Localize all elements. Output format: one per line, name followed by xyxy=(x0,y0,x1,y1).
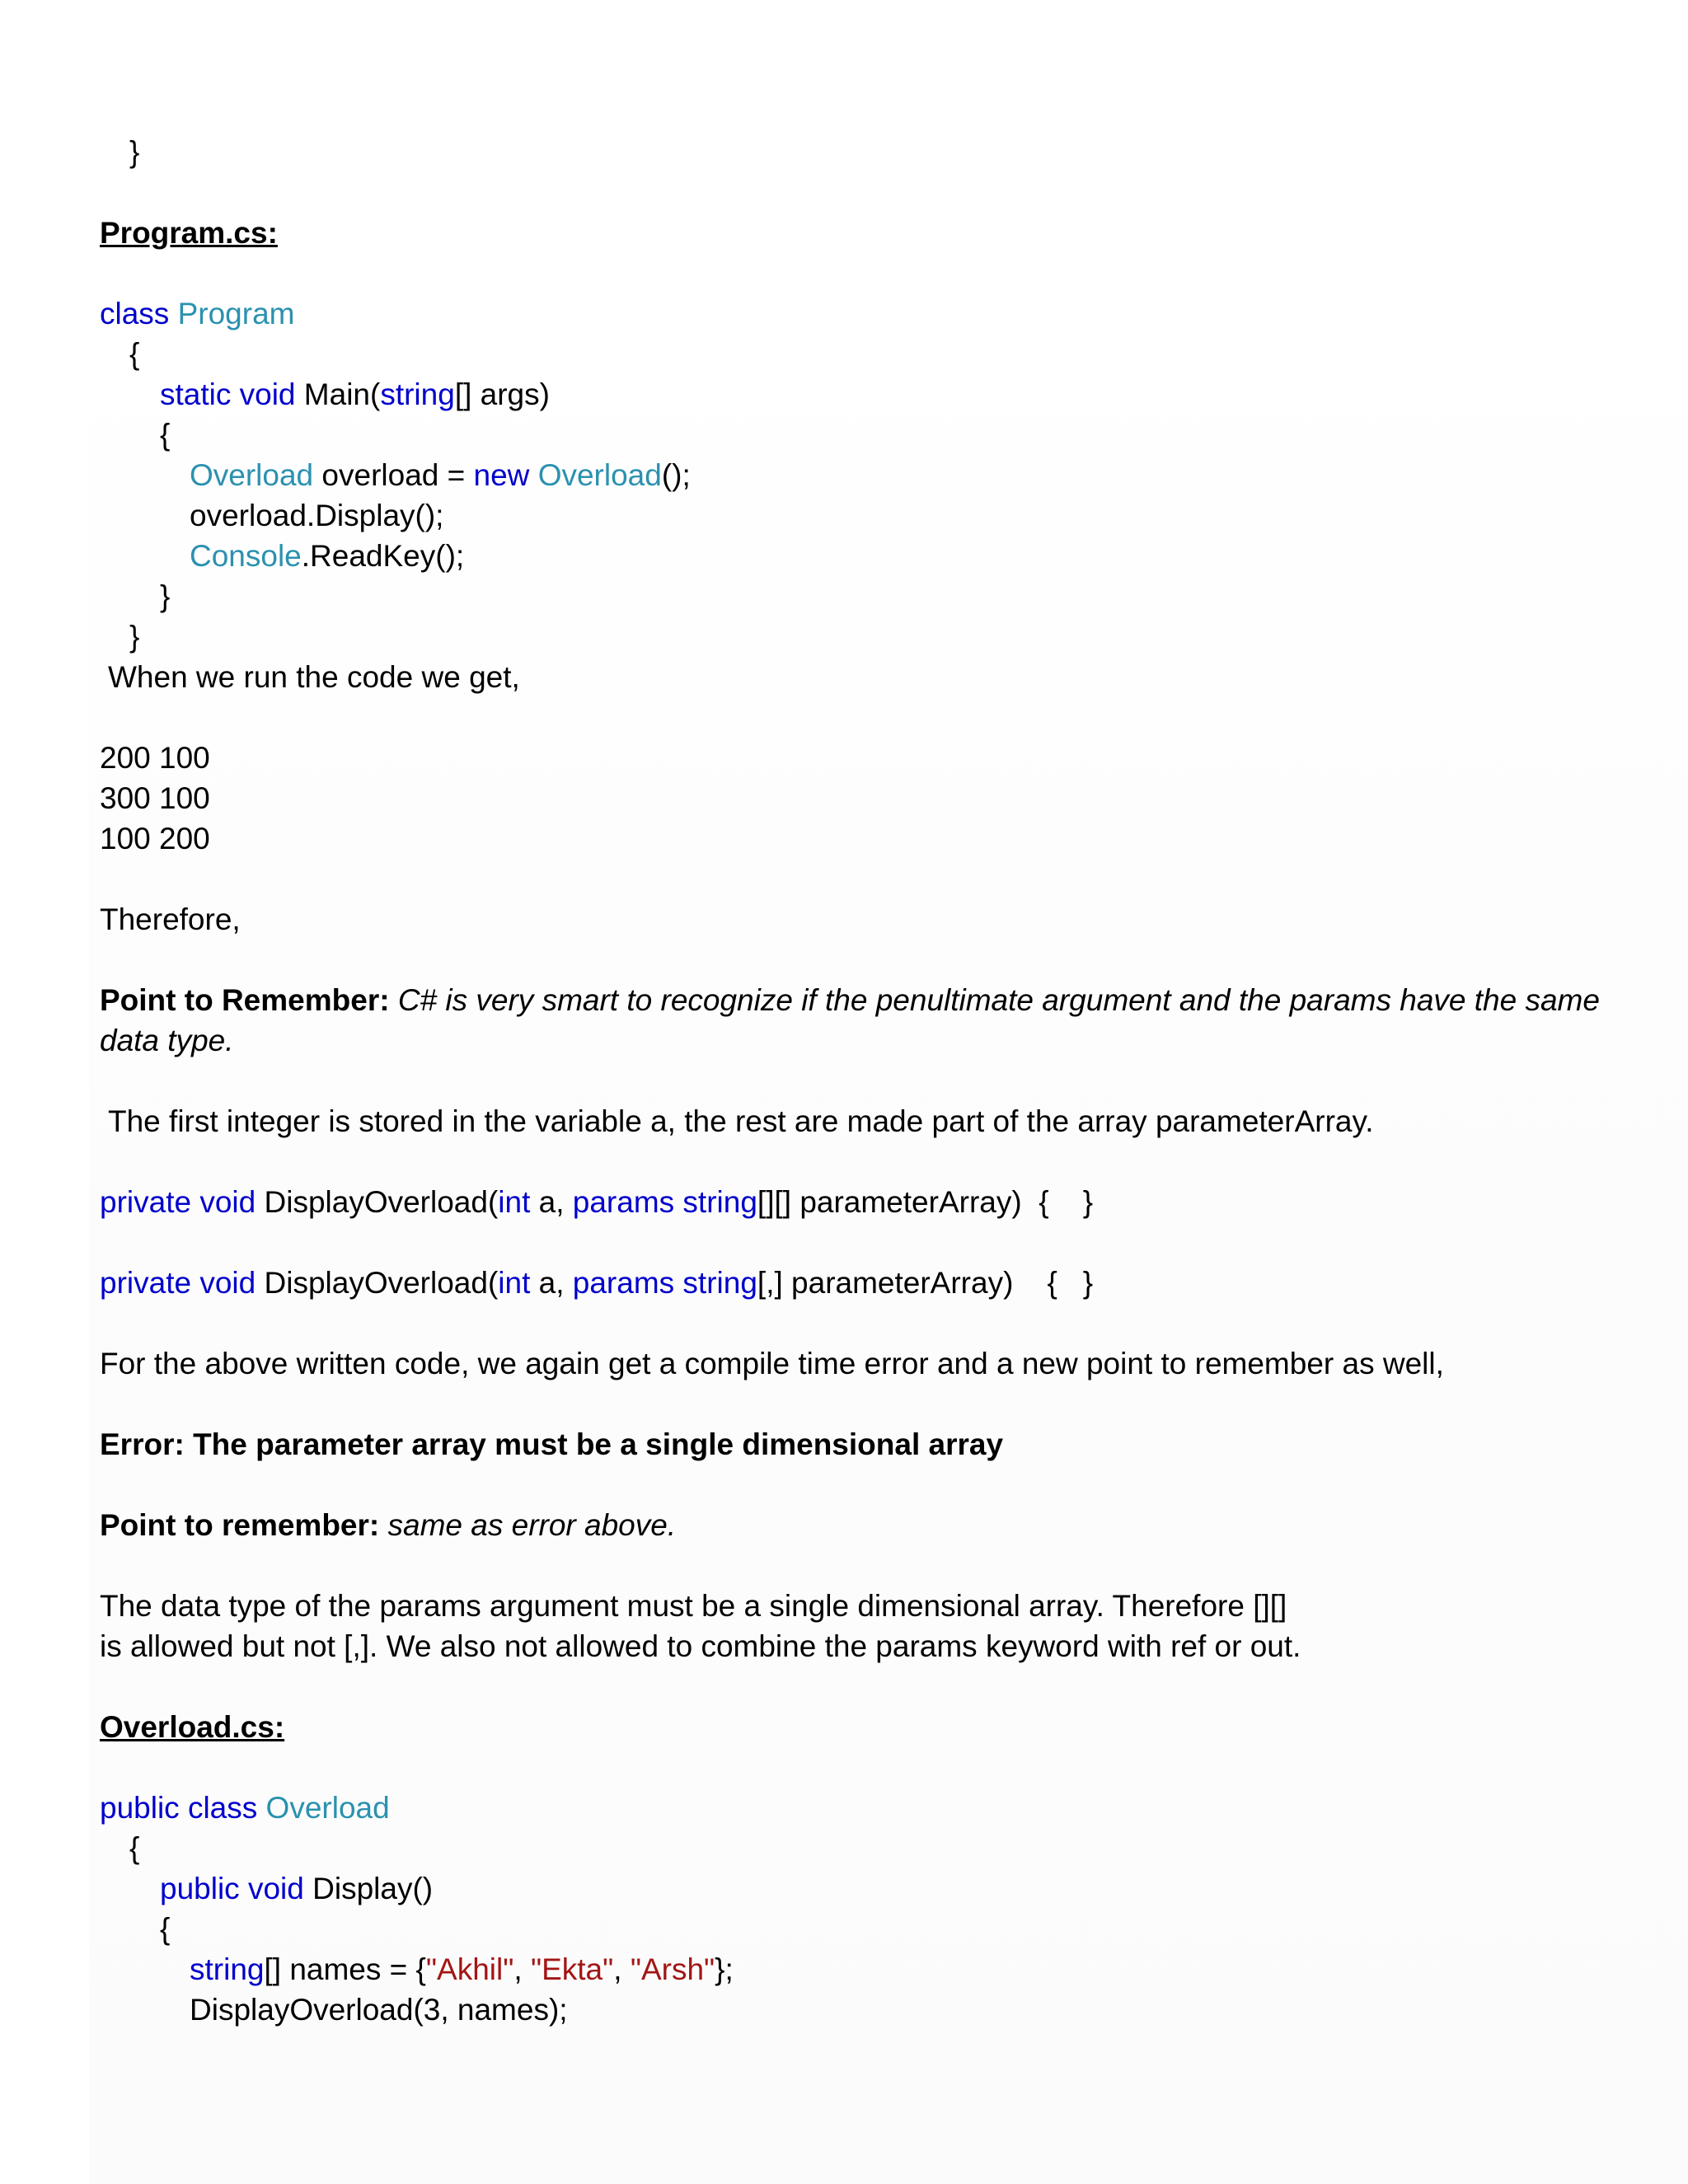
code-line: Console.ReadKey(); xyxy=(190,539,465,573)
code-line xyxy=(100,293,1608,334)
code-keyword: public class xyxy=(100,1791,258,1825)
document-content xyxy=(100,132,1608,2030)
code-keyword: private void xyxy=(100,1266,256,1300)
code-line: string[] names = {"Akhil", "Ekta", "Arsh"}; xyxy=(190,1952,734,1986)
code-string: "Akhil" xyxy=(425,1952,514,1986)
program-cs-heading: Program.cs: xyxy=(100,216,278,250)
point-to-remember-2 xyxy=(100,1505,1608,1545)
point-text: same as error above. xyxy=(387,1508,677,1542)
code-line: overload.Display(); xyxy=(190,499,444,532)
code-line: static void Main(string[] args) xyxy=(160,377,550,411)
code-string: "Ekta" xyxy=(530,1952,614,1986)
code-line: public void Display() xyxy=(160,1872,434,1905)
first-integer-text: The first integer is stored in the variable a, the rest are made part of the array parameterArray. xyxy=(108,1104,1374,1138)
datatype-text-line-2: is allowed but not [,]. We also not allowed to combine the params keyword with ref or out. xyxy=(100,1629,1301,1663)
point-text: C# is very smart to recognize if the penultimate argument and the params have the same data type. xyxy=(100,983,1600,1057)
code-keyword: int xyxy=(498,1185,531,1219)
code-keyword: private void xyxy=(100,1185,256,1219)
output-block xyxy=(100,738,1608,859)
code-keyword: int xyxy=(498,1266,531,1300)
overload-cs-heading: Overload.cs: xyxy=(100,1710,285,1744)
code-line: Overload overload = new Overload(); xyxy=(190,458,691,492)
error-text: Error: The parameter array must be a single dimensional array xyxy=(100,1427,1004,1461)
code-line: { xyxy=(160,1912,171,1946)
code-keyword: static void xyxy=(160,377,296,411)
code-closing-brace: } xyxy=(129,135,140,169)
code-line: { xyxy=(129,337,140,371)
therefore-text: Therefore, xyxy=(100,902,241,936)
point-label: Point to Remember: xyxy=(100,983,390,1017)
code-line: { xyxy=(129,1831,140,1865)
run-code-text: When we run the code we get, xyxy=(108,660,520,694)
code-line: } xyxy=(129,620,140,654)
point-label: Point to remember: xyxy=(100,1508,380,1542)
code-line: } xyxy=(160,579,171,613)
code-string: "Arsh" xyxy=(630,1952,715,1986)
overload-code-block xyxy=(100,1788,1608,2030)
code-line: { xyxy=(160,418,171,452)
code-type: Console xyxy=(190,539,302,573)
code-type: Program xyxy=(177,297,295,330)
code-keyword: string xyxy=(190,1952,265,1986)
code-keyword: new xyxy=(473,458,530,492)
code-line: DisplayOverload(3, names); xyxy=(190,1993,568,2027)
program-code-block xyxy=(100,293,1608,657)
code-type: Overload xyxy=(190,458,314,492)
output-line: 200 100 xyxy=(100,741,210,775)
code-type: Overload xyxy=(537,458,662,492)
code-line xyxy=(100,1788,1608,1828)
code-keyword: class xyxy=(100,297,170,330)
code-keyword: params string xyxy=(572,1185,757,1219)
signature-line-2: private void DisplayOverload(int a, params string[,] parameterArray) { } xyxy=(100,1266,1094,1300)
datatype-text-line-1: The data type of the params argument must be a single dimensional array. Therefore [][] xyxy=(100,1589,1287,1623)
code-keyword: string xyxy=(380,377,455,411)
signature-line-1: private void DisplayOverload(int a, params string[][] parameterArray) { } xyxy=(100,1185,1094,1219)
code-keyword: params string xyxy=(572,1266,757,1300)
above-code-text: For the above written code, we again get a compile time error and a new point to remember as well, xyxy=(100,1347,1444,1380)
output-line: 300 100 xyxy=(100,781,210,815)
code-keyword: public void xyxy=(160,1872,304,1905)
code-type: Overload xyxy=(265,1791,390,1825)
output-line: 100 200 xyxy=(100,822,210,855)
point-to-remember-1 xyxy=(100,980,1608,1061)
